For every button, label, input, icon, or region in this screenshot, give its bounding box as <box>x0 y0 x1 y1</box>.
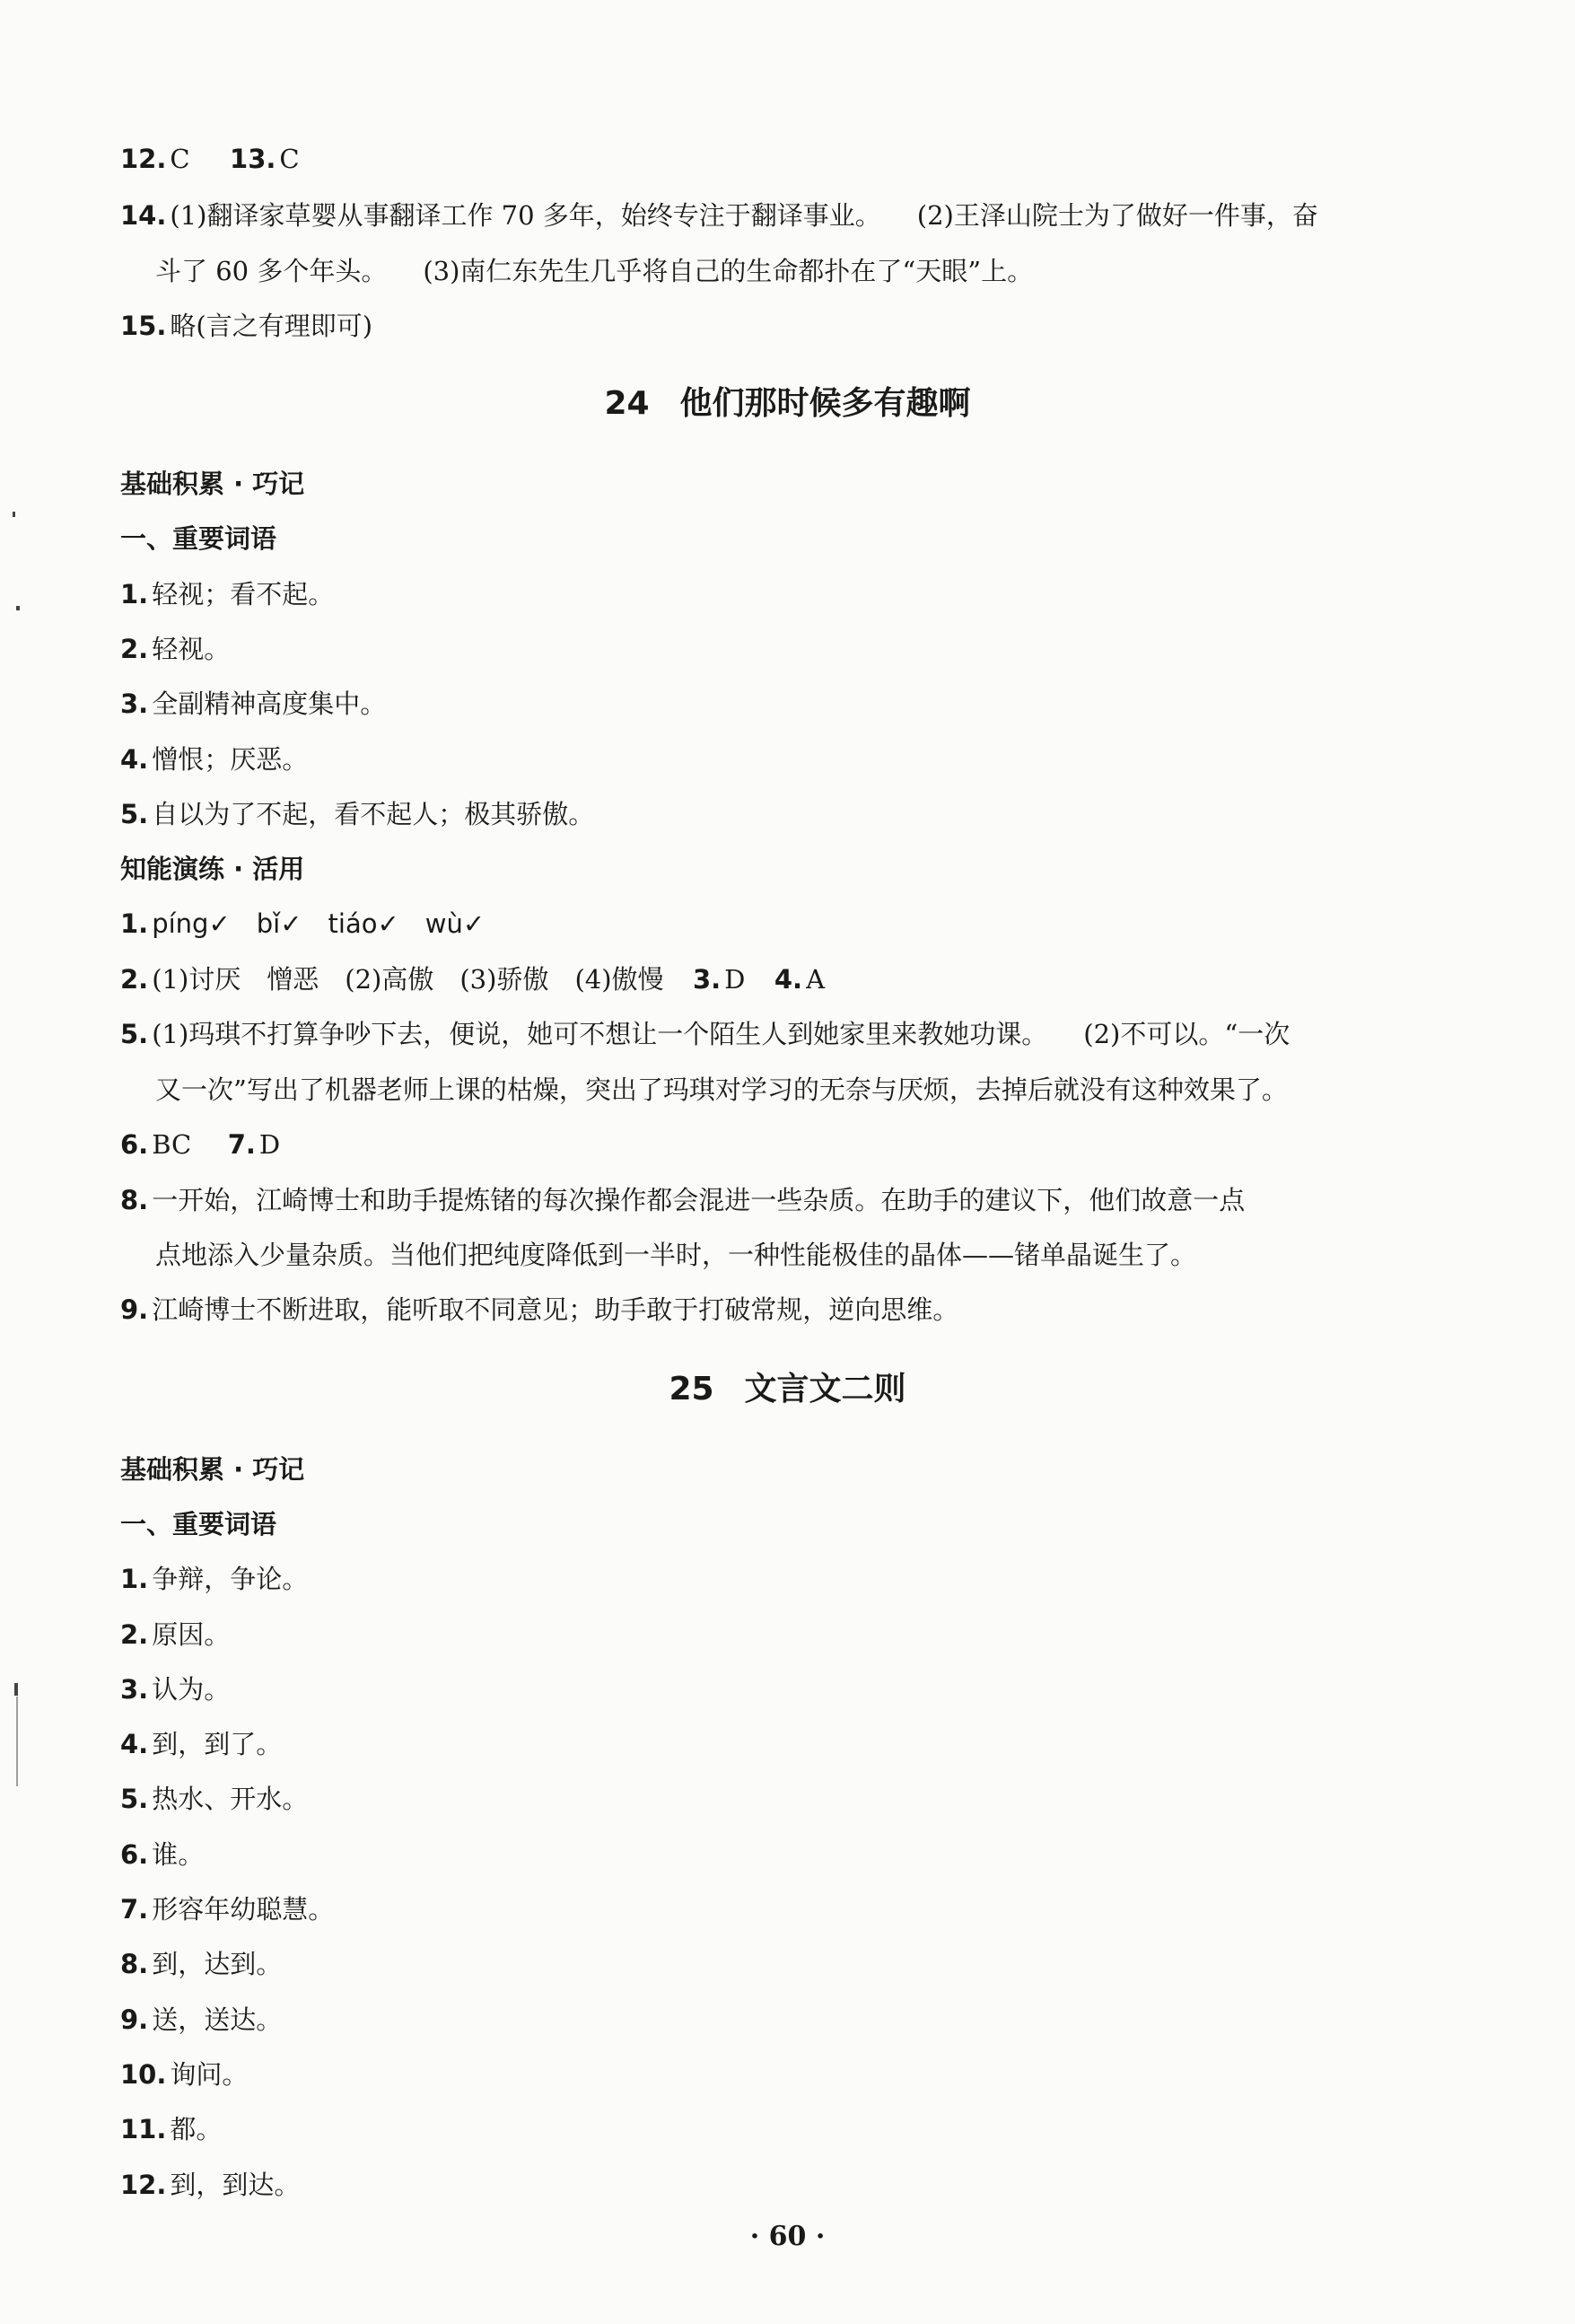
word-item <box>120 1890 1448 1929</box>
word-item <box>120 1724 1448 1764</box>
lesson-title: 他们那时候多有趣啊 <box>679 385 971 422</box>
answer-text: (2)不可以。“一次 <box>1083 1019 1291 1049</box>
item-number: 6. <box>120 1839 149 1870</box>
answer-text: BC <box>152 1129 192 1160</box>
answer-14-line2 <box>155 251 1483 291</box>
answer-q5-line1 <box>120 1014 1448 1054</box>
word-item <box>120 1615 1448 1654</box>
scan-mark <box>14 1683 18 1696</box>
answer-q8-line1 <box>120 1180 1448 1220</box>
answer-q2-q4 <box>120 960 1448 999</box>
item-number: 10. <box>120 2059 167 2090</box>
item-number: 15. <box>120 311 167 341</box>
item-number: 5. <box>120 1784 149 1814</box>
word-item <box>120 2000 1448 2039</box>
answer-text: 憎恨；厌恶。 <box>152 744 309 775</box>
item-number: 2. <box>120 964 149 995</box>
answer-text: (3)南仁东先生几乎将自己的生命都扑在了“天眼”上。 <box>423 256 1034 286</box>
lesson-number: 24 <box>604 385 650 422</box>
word-item <box>120 794 1448 834</box>
answer-text: 到，到了。 <box>152 1729 283 1759</box>
word-item <box>120 2055 1448 2094</box>
item-number: 3. <box>120 1674 149 1705</box>
lesson-title: 文言文二则 <box>744 1371 906 1408</box>
answer-text: 到，达到。 <box>152 1949 283 1979</box>
word-item <box>120 1779 1448 1819</box>
item-number: 14. <box>120 200 167 231</box>
word-item <box>120 1559 1448 1599</box>
answer-text: 轻视。 <box>152 634 231 664</box>
answer-text: A <box>806 964 826 995</box>
answer-12-13 <box>120 139 1448 179</box>
answer-text: 轻视；看不起。 <box>152 579 335 610</box>
answer-text: 形容年幼聪慧。 <box>152 1894 335 1925</box>
section-title: 基础积累 · 巧记 <box>120 1454 305 1485</box>
word-item <box>120 629 1448 669</box>
word-item <box>120 2165 1448 2205</box>
answer-text: D <box>258 1129 281 1160</box>
answer-q1 <box>120 904 1448 943</box>
answer-q8-line2 <box>155 1235 1483 1275</box>
answer-text: 到，到达。 <box>170 2170 301 2200</box>
scan-mark <box>16 1697 18 1786</box>
lesson-25-heading <box>0 1367 1575 1412</box>
answer-q9 <box>120 1290 1448 1329</box>
answer-text: C <box>170 144 190 174</box>
item-number: 3. <box>120 688 149 719</box>
answer-text: 全副精神高度集中。 <box>152 688 387 719</box>
word-item <box>120 1670 1448 1709</box>
scan-mark <box>16 606 20 610</box>
answer-14-line1 <box>120 196 1448 235</box>
page-number: · 60 · <box>749 2221 826 2252</box>
item-number: 2. <box>120 634 149 664</box>
item-number: 1. <box>120 579 149 610</box>
word-item <box>120 1944 1448 1984</box>
answer-text: píng✓ bǐ✓ tiáo✓ wù✓ <box>152 908 486 939</box>
item-number: 8. <box>120 1949 149 1979</box>
item-number: 1. <box>120 908 149 939</box>
answer-text: 都。 <box>170 2114 223 2144</box>
item-number: 13. <box>230 144 276 174</box>
answer-text: 江崎博士不断进取，能听取不同意见；助手敢于打破常规，逆向思维。 <box>152 1294 959 1325</box>
answer-text: (2)王泽山院士为了做好一件事，奋 <box>916 200 1318 231</box>
item-number: 12. <box>120 144 167 174</box>
answer-text: 一开始，江崎博士和助手提炼锗的每次操作都会混进一些杂质。在助手的建议下，他们故意一点 <box>152 1185 1246 1215</box>
answer-text: 自以为了不起，看不起人；极其骄傲。 <box>152 799 595 829</box>
answer-text: D <box>724 964 746 995</box>
scan-mark <box>13 512 15 517</box>
item-number: 1. <box>120 1564 149 1594</box>
word-item <box>120 574 1448 614</box>
lesson-number: 25 <box>669 1371 714 1408</box>
section-title: 基础积累 · 巧记 <box>120 469 305 499</box>
item-number: 12. <box>120 2170 167 2200</box>
answer-text: (1)翻译家草婴从事翻译工作 70 多年，始终专注于翻译事业。 <box>170 200 881 231</box>
item-number: 7. <box>120 1894 149 1925</box>
item-number: 5. <box>120 1019 149 1049</box>
subsection-title: 一、重要词语 <box>120 523 277 554</box>
item-number: 5. <box>120 799 149 829</box>
answer-q6-q7 <box>120 1125 1448 1164</box>
item-number: 7. <box>227 1129 256 1160</box>
answer-text: (1)讨厌 憎恶 (2)高傲 (3)骄傲 (4)傲慢 <box>152 964 664 995</box>
answer-text: 斗了 60 多个年头。 <box>155 256 388 286</box>
lesson-24-heading <box>0 381 1575 426</box>
answer-text: 送，送达。 <box>152 2004 283 2035</box>
answer-q5-line2 <box>155 1070 1483 1109</box>
section-title: 知能演练 · 活用 <box>120 854 305 884</box>
answer-text: 原因。 <box>152 1619 231 1650</box>
word-item <box>120 2109 1448 2149</box>
item-number: 3. <box>692 964 722 995</box>
answer-text: 热水、开水。 <box>152 1784 309 1814</box>
answer-text: C <box>279 144 300 174</box>
answer-text: 略(言之有理即可) <box>170 311 373 341</box>
answer-text: 争辩，争论。 <box>152 1564 309 1594</box>
subsection-title: 一、重要词语 <box>120 1509 277 1539</box>
item-number: 9. <box>120 2004 149 2035</box>
item-number: 8. <box>120 1185 149 1215</box>
item-number: 9. <box>120 1294 149 1325</box>
item-number: 4. <box>774 964 803 995</box>
item-number: 2. <box>120 1619 149 1650</box>
answer-text: (1)玛琪不打算争吵下去，便说，她可不想让一个陌生人到她家里来教她功课。 <box>152 1019 1048 1049</box>
item-number: 4. <box>120 744 149 775</box>
item-number: 11. <box>120 2114 167 2144</box>
item-number: 6. <box>120 1129 149 1160</box>
answer-15 <box>120 306 1448 346</box>
word-item <box>120 1835 1448 1874</box>
answer-text: 谁。 <box>152 1839 205 1870</box>
word-item <box>120 740 1448 779</box>
answer-text: 又一次”写出了机器老师上课的枯燥，突出了玛琪对学习的无奈与厌烦，去掉后就没有这种效果了。 <box>155 1074 1288 1105</box>
answer-text: 点地添入少量杂质。当他们把纯度降低到一半时，一种性能极佳的晶体——锗单晶诞生了。 <box>155 1240 1197 1270</box>
word-item <box>120 684 1448 724</box>
item-number: 4. <box>120 1729 149 1759</box>
answer-text: 询问。 <box>170 2059 249 2090</box>
answer-text: 认为。 <box>152 1674 231 1705</box>
